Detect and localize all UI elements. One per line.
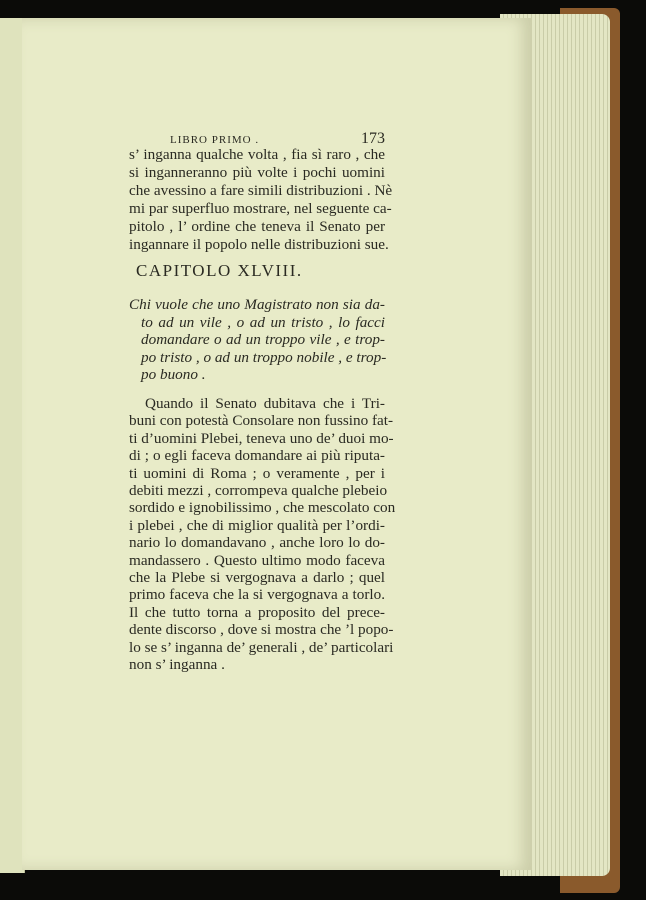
text-line: non s’ inganna . [129,656,225,673]
text-line: Il che tutto torna a proposito del prece- [129,603,385,621]
text-line: domandare o ad un troppo vile , e trop- [141,331,385,348]
page-number: 173 [361,130,385,147]
text-line: si inganneranno più volte i pochi uomini [129,164,385,181]
text-line: Chi vuole che uno Magistrato non sia da- [129,296,385,313]
text-line: Quando il Senato dubitava che i Tri- [145,395,385,412]
text-line: mi par superfluo mostrare, nel seguente ca- [129,200,392,217]
text-line: po tristo , o ad un troppo nobile , e trop- [141,348,387,366]
text-line: mandassero . Questo ultimo modo faceva [129,551,385,569]
text-line: buni con potestà Consolare non fussino fat- [129,412,394,430]
chapter-title: CAPITOLO XLVIII. [136,261,303,280]
text-line: primo faceva che la si vergognava a torlo. [129,586,385,604]
text-line: di ; o egli faceva domandare ai più riputa- [129,447,385,465]
text-line: lo se s’ inganna de’ generali , de’ particolari [129,638,394,656]
text-line: ti d’uomini Plebei, teneva uno de’ duoi mo- [129,429,394,447]
text-line: to ad un vile , o ad un tristo , lo facci [141,313,385,331]
text-line: che avessino a fare simili distribuzioni . Nè [129,182,393,199]
text-line: s’ inganna qualche volta , fia sì raro , che [129,146,385,163]
text-line: debiti mezzi , corrompeva qualche plebeio [129,482,388,499]
text-line: po buono . [141,366,206,383]
text-line: che la Plebe si vergognava a darlo ; quel [129,569,385,586]
text-line: i plebei , che di miglior qualità per l’ordi- [129,516,385,534]
text-line: sordido e ignobilissimo , che mescolato con [129,499,396,517]
text-line: dente discorso , dove si mostra che ’l popo- [129,621,394,639]
text-line: pitolo , l’ ordine che teneva il Senato per [129,218,385,235]
text-line: ti uomini di Roma ; o veramente , per i [129,464,385,482]
running-title: LIBRO PRIMO . [170,134,260,146]
text-line: ingannare il popolo nelle distribuzioni sue. [129,236,389,253]
text-line: nario lo domandavano , anche loro lo do- [129,534,385,552]
